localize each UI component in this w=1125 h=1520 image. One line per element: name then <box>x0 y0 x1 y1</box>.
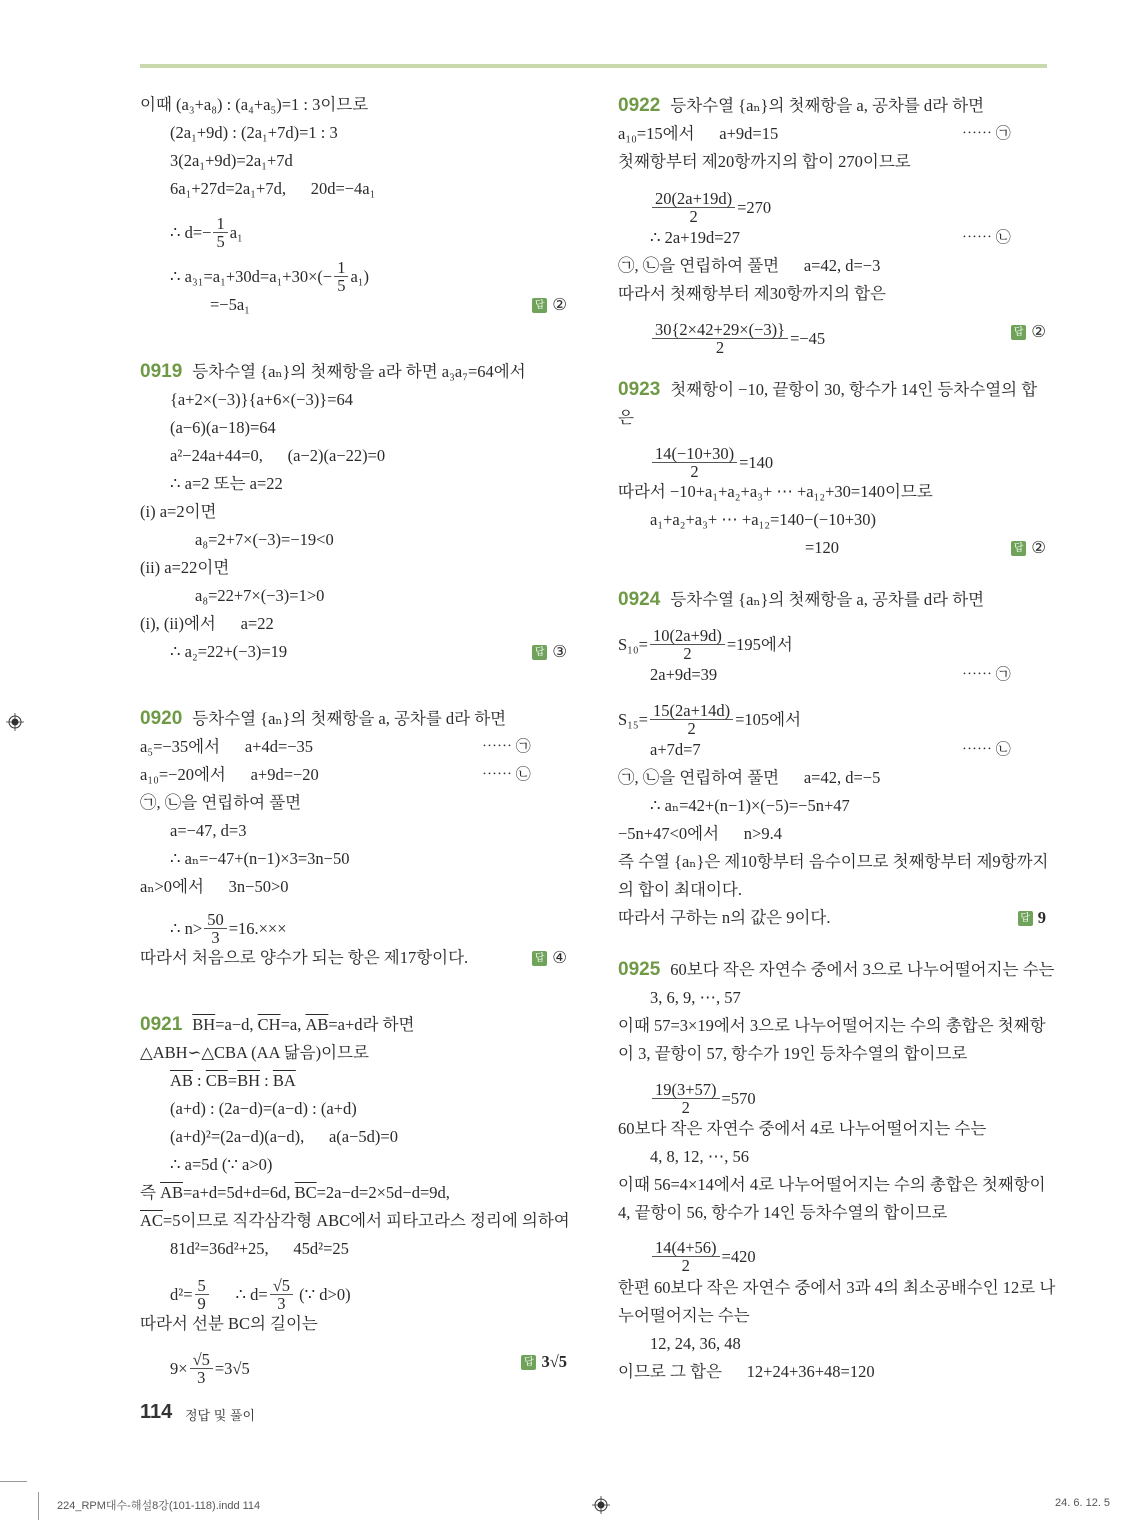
math-text: 첫째항부터 제20항까지의 합이 270이므로 <box>618 152 911 171</box>
fraction-numerator: 10(2a+9d) <box>650 627 725 645</box>
math-text: a₁₀=15에서 a+9d=15 <box>618 124 779 143</box>
fraction <box>650 702 733 737</box>
math-text: 이므로 그 합은 12+24+36+48=120 <box>618 1362 875 1381</box>
solution-line <box>618 959 1055 981</box>
math-text: =420 <box>721 1246 756 1266</box>
solution-line <box>140 764 319 786</box>
answer-badge-icon: 답 <box>1011 325 1026 340</box>
math-text: =a+d라 하면 <box>328 1015 415 1034</box>
math-text: = <box>227 1071 238 1090</box>
segment-overline: $\overline{AB}$ <box>160 1183 183 1202</box>
fraction-denominator: 5 <box>337 276 346 295</box>
math-text: (i), (ii)에서 a=22 <box>140 614 274 633</box>
math-text: =5이므로 직각삼각형 ABC에서 피타고라스 정리에 의하여 <box>162 1211 570 1230</box>
math-text: ㉠, ㉡을 연립하여 풀면 <box>140 793 302 812</box>
solution-line <box>650 1333 741 1355</box>
fraction-numerator: 50 <box>204 911 227 929</box>
solution-line <box>140 1182 450 1204</box>
segment-overline: $\overline{AB}$ <box>170 1071 193 1090</box>
segment-overline: $\overline{AC}$ <box>140 1211 163 1230</box>
solution-line <box>618 151 911 173</box>
answer <box>521 1351 567 1373</box>
problem-number: 0922 <box>618 95 661 116</box>
fraction-denominator: 2 <box>689 207 698 226</box>
slug-date: 24. 6. 12. 5 <box>1055 1497 1111 1509</box>
math-text: =a, <box>280 1015 306 1034</box>
fraction <box>334 259 348 294</box>
segment-overline: $\overline{BA}$ <box>272 1071 296 1090</box>
solution-line <box>170 122 338 144</box>
fraction-numerator: 14(4+56) <box>652 1239 720 1257</box>
math-text: 따라서 처음으로 양수가 되는 항은 제17항이다. <box>140 948 469 967</box>
fraction-numerator: √5 <box>190 1351 213 1369</box>
answer-value: ② <box>552 295 567 314</box>
solution-line <box>170 1154 272 1176</box>
math-text: (2a₁+9d) : (2a₁+7d)=1 : 3 <box>170 123 338 142</box>
answer-badge-icon: 답 <box>521 1355 536 1370</box>
fraction-denominator: 3 <box>277 1294 286 1313</box>
solution-line <box>140 557 229 579</box>
fraction <box>195 1277 209 1312</box>
solution-line <box>618 823 782 845</box>
fraction <box>190 1351 213 1386</box>
solution-line <box>170 1351 250 1386</box>
answer-badge-icon: 답 <box>1018 911 1033 926</box>
math-text: S₁₅= <box>618 709 648 729</box>
math-text: =2a−d=2×5d−d=9d, <box>316 1183 450 1202</box>
math-text: {a+2×(−3)}{a+6×(−3)}=64 <box>170 390 353 409</box>
solution-line <box>140 1014 415 1036</box>
solution-line <box>170 417 276 439</box>
solution-line <box>195 529 334 551</box>
math-text: 4, 8, 12, ⋯, 56 <box>650 1147 749 1166</box>
math-text: 은 <box>618 408 634 427</box>
solution-line <box>618 627 793 662</box>
equation-label: ⋯⋯ ㉠ <box>962 667 1011 683</box>
math-text: 의 합이 최대이다. <box>618 880 742 899</box>
solution-line <box>140 736 313 758</box>
math-text: =570 <box>721 1088 756 1108</box>
math-text: −5n+47<0에서 n>9.4 <box>618 824 782 843</box>
math-text: 한편 60보다 작은 자연수 중에서 3과 4의 최소공배수인 12로 나 <box>618 1278 1056 1297</box>
answer-badge-icon: 답 <box>1011 541 1026 556</box>
answer-badge-icon: 답 <box>532 645 547 660</box>
solution-line <box>650 227 740 249</box>
math-text: 따라서 첫째항부터 제30항까지의 합은 <box>618 284 886 303</box>
solution-line <box>170 389 353 411</box>
header-rule <box>140 64 1047 68</box>
math-text: 81d²=36d²+25, 45d²=25 <box>170 1239 349 1258</box>
solution-line <box>618 123 778 145</box>
solution-line <box>140 1042 369 1064</box>
math-text: =120 <box>805 538 840 557</box>
math-text: ∴ aₙ=42+(n−1)×(−5)=−5n+47 <box>650 796 850 815</box>
solution-line <box>650 445 773 480</box>
fraction-numerator: 20(2a+19d) <box>652 190 735 208</box>
answer <box>1018 907 1046 929</box>
solution-line <box>170 150 293 172</box>
answer <box>1011 321 1046 343</box>
fraction <box>270 1277 293 1312</box>
math-text: 4, 끝항이 56, 항수가 14인 등차수열의 합이므로 <box>618 1203 948 1222</box>
fraction-denominator: 2 <box>690 462 699 481</box>
math-text: ㉠, ㉡을 연립하여 풀면 a=42, d=−3 <box>618 256 881 275</box>
fraction <box>204 911 227 946</box>
solution-line <box>650 1146 749 1168</box>
fraction <box>652 1081 720 1116</box>
math-text: =−5a₁ <box>210 295 250 314</box>
fraction-denominator: 2 <box>681 1098 690 1117</box>
fraction-denominator: 2 <box>687 719 696 738</box>
solution-line <box>170 259 369 294</box>
solution-line <box>618 1277 1055 1299</box>
answer <box>532 294 567 316</box>
solution-line <box>650 509 876 531</box>
answer-value: 9 <box>1037 908 1046 927</box>
math-text: (i) a=2이면 <box>140 502 217 521</box>
solution-line <box>170 1070 296 1092</box>
solution-line <box>140 792 301 814</box>
answer-value: ② <box>1031 322 1046 341</box>
math-text: ∴ d= <box>210 1284 268 1304</box>
math-text: ∴ 2a+19d=27 <box>650 228 741 247</box>
math-text: a₅=−35에서 a+4d=−35 <box>140 737 314 756</box>
solution-line <box>140 876 289 898</box>
solution-line <box>140 1210 570 1232</box>
solution-line <box>650 987 741 1009</box>
equation-label: ⋯⋯ ㉡ <box>962 742 1011 758</box>
math-text: : <box>260 1071 273 1090</box>
fraction <box>652 1239 720 1274</box>
math-text: =a−d, <box>215 1015 258 1034</box>
solution-line <box>650 664 717 686</box>
answer-badge-icon: 답 <box>532 951 547 966</box>
answer <box>532 641 567 663</box>
math-text: 60보다 작은 자연수 중에서 4로 나누어떨어지는 수는 <box>618 1119 987 1138</box>
solution-line <box>618 851 1048 873</box>
math-text: (a−6)(a−18)=64 <box>170 418 276 437</box>
solution-line <box>140 708 506 730</box>
solution-line <box>618 767 880 789</box>
math-text: =a+d=5d+d=6d, <box>183 1183 295 1202</box>
solution-line <box>140 947 468 969</box>
math-text: aₙ>0에서 3n−50>0 <box>140 877 289 896</box>
math-text: ∴ aₙ=−47+(n−1)×3=3n−50 <box>170 849 350 868</box>
math-text: S₁₀= <box>618 634 648 654</box>
solution-line <box>650 321 825 356</box>
solution-line <box>618 1043 967 1065</box>
answer <box>1011 537 1046 559</box>
page-label: 정답 및 풀이 <box>185 1408 256 1423</box>
fraction-denominator: 9 <box>197 1294 206 1313</box>
math-text: =−45 <box>790 328 826 348</box>
fraction-numerator: 19(3+57) <box>652 1081 720 1099</box>
solution-line <box>618 95 984 117</box>
answer-value: ② <box>1031 538 1046 557</box>
math-text: 첫째항이 −10, 끝항이 30, 항수가 14인 등차수열의 합 <box>670 380 1038 399</box>
fraction <box>652 321 788 356</box>
math-text: a₈=22+7×(−3)=1>0 <box>195 586 325 605</box>
solution-line <box>170 820 247 842</box>
problem-number: 0919 <box>140 361 183 382</box>
fraction-numerator: 30{2×42+29×(−3)} <box>652 321 788 339</box>
math-text: ∴ n> <box>170 918 203 938</box>
math-text: ∴ a₂=22+(−3)=19 <box>170 642 288 661</box>
math-text: =3√5 <box>214 1358 250 1378</box>
math-text: 3, 6, 9, ⋯, 57 <box>650 988 741 1007</box>
solution-line <box>650 739 701 761</box>
segment-overline: $\overline{BH}$ <box>192 1015 216 1034</box>
equation-label: ⋯⋯ ㉡ <box>482 767 531 783</box>
answer <box>532 947 567 969</box>
math-text: =195에서 <box>726 634 793 654</box>
math-text: : <box>192 1071 206 1090</box>
solution-line <box>618 481 933 503</box>
math-text: 즉 <box>140 1183 161 1202</box>
solution-line <box>618 1015 1046 1037</box>
registration-mark-icon <box>6 713 24 731</box>
math-text: a₁+a₂+a₃+ ⋯ +a₁₂=140−(−10+30) <box>650 510 876 529</box>
answer-value: ④ <box>552 948 567 967</box>
registration-mark-icon <box>592 1496 610 1514</box>
math-text: a²−24a+44=0, (a−2)(a−22)=0 <box>170 446 386 465</box>
math-text: (ii) a=22이면 <box>140 558 230 577</box>
math-text: a₁) <box>350 266 370 286</box>
fraction-numerator: √5 <box>270 1277 293 1295</box>
math-text: 따라서 선분 BC의 길이는 <box>140 1314 318 1333</box>
fraction-denominator: 3 <box>211 928 220 947</box>
solution-line <box>618 879 742 901</box>
answer-value: ③ <box>552 642 567 661</box>
math-text: 2a+9d=39 <box>650 665 718 684</box>
math-text: a₁ <box>229 222 243 242</box>
solution-line <box>140 94 368 116</box>
fraction-denominator: 2 <box>683 644 692 663</box>
equation-label: ⋯⋯ ㉠ <box>962 126 1011 142</box>
math-text: ∴ a=5d (∵ a>0) <box>170 1155 273 1174</box>
math-text: 이때 57=3×19에서 3으로 나누어떨어지는 수의 총합은 첫째항 <box>618 1016 1046 1035</box>
solution-line <box>140 1313 318 1335</box>
solution-line <box>618 1202 947 1224</box>
equation-label: ⋯⋯ ㉠ <box>482 739 531 755</box>
solution-line <box>140 361 526 383</box>
segment-overline: $\overline{CB}$ <box>205 1071 228 1090</box>
fraction <box>213 215 227 250</box>
solution-line <box>618 1118 986 1140</box>
math-text: (a+d)²=(2a−d)(a−d), a(a−5d)=0 <box>170 1127 398 1146</box>
fraction-numerator: 15(2a+14d) <box>650 702 733 720</box>
solution-line <box>170 911 287 946</box>
solution-line <box>805 537 839 559</box>
answer-value: 3√5 <box>541 1352 567 1371</box>
math-text: 60보다 작은 자연수 중에서 3으로 나누어떨어지는 수는 <box>670 960 1055 979</box>
solution-line <box>195 585 324 607</box>
fraction-denominator: 5 <box>216 232 225 251</box>
math-text: 등차수열 {aₙ}의 첫째항을 a, 공차를 d라 하면 <box>192 709 507 728</box>
solution-line <box>650 1081 756 1116</box>
segment-overline: $\overline{AB}$ <box>305 1015 329 1034</box>
math-text: ∴ a=2 또는 a=22 <box>170 474 283 493</box>
crop-mark <box>38 1492 39 1520</box>
solution-line <box>618 407 634 429</box>
math-text: △ABH∽△CBA (AA 닮음)이므로 <box>140 1043 369 1062</box>
math-text: a₈=2+7×(−3)=−19<0 <box>195 530 334 549</box>
fraction-numerator: 14(−10+30) <box>652 445 737 463</box>
solution-line <box>618 1305 750 1327</box>
page-number: 114 <box>140 1401 173 1423</box>
math-text: a=−47, d=3 <box>170 821 247 840</box>
math-text: 따라서 −10+a₁+a₂+a₃+ ⋯ +a₁₂+30=140이므로 <box>618 482 933 501</box>
math-text: d²= <box>170 1284 193 1304</box>
fraction-denominator: 2 <box>715 338 725 357</box>
fraction-numerator: 1 <box>213 215 227 233</box>
problem-number: 0921 <box>140 1014 183 1035</box>
math-text: =270 <box>737 197 772 217</box>
fraction-denominator: 3 <box>197 1368 206 1387</box>
crop-mark <box>0 1481 27 1482</box>
math-text: 이때 (a₃+a₈) : (a₄+a₅)=1 : 3이므로 <box>140 95 369 114</box>
solution-line <box>170 473 283 495</box>
solution-line <box>210 294 250 316</box>
math-text: 등차수열 {aₙ}의 첫째항을 a, 공차를 d라 하면 <box>670 96 985 115</box>
math-text: a+7d=7 <box>650 740 701 759</box>
math-text: =140 <box>739 452 774 472</box>
solution-line <box>170 641 287 663</box>
solution-line <box>170 215 243 250</box>
solution-line <box>650 795 850 817</box>
solution-line <box>170 848 349 870</box>
solution-line <box>650 190 771 225</box>
problem-number: 0923 <box>618 379 661 400</box>
math-text: 12, 24, 36, 48 <box>650 1334 741 1353</box>
math-text: 등차수열 {aₙ}의 첫째항을 a, 공차를 d라 하면 <box>670 590 985 609</box>
solution-line <box>170 1098 357 1120</box>
math-text: =16.××× <box>228 918 287 938</box>
solution-line <box>650 1239 756 1274</box>
solution-line <box>618 1361 875 1383</box>
fraction <box>650 627 725 662</box>
solution-line <box>170 1238 349 1260</box>
math-text: 3(2a₁+9d)=2a₁+7d <box>170 151 293 170</box>
math-text: =105에서 <box>735 709 802 729</box>
solution-line <box>170 178 375 200</box>
segment-overline: $\overline{BH}$ <box>237 1071 261 1090</box>
fraction-numerator: 1 <box>334 259 348 277</box>
fraction <box>652 190 735 225</box>
problem-number: 0925 <box>618 959 661 980</box>
math-text: 6a₁+27d=2a₁+7d, 20d=−4a₁ <box>170 179 376 198</box>
math-text: 즉 수열 {aₙ}은 제10항부터 음수이므로 첫째항부터 제9항까지 <box>618 852 1049 871</box>
math-text: (∵ d>0) <box>295 1284 351 1304</box>
fraction-numerator: 5 <box>195 1277 209 1295</box>
solution-line <box>170 1126 398 1148</box>
fraction <box>652 445 737 480</box>
segment-overline: $\overline{CH}$ <box>257 1015 281 1034</box>
solution-line <box>618 379 1037 401</box>
math-text: 이때 56=4×14에서 4로 나누어떨어지는 수의 총합은 첫째항이 <box>618 1175 1046 1194</box>
problem-number: 0920 <box>140 708 183 729</box>
math-text: ∴ a₃₁=a₁+30d=a₁+30×(− <box>170 266 333 286</box>
problem-number: 0924 <box>618 589 661 610</box>
math-text: (a+d) : (2a−d)=(a−d) : (a+d) <box>170 1099 357 1118</box>
math-text: ∴ d=− <box>170 222 212 242</box>
math-text: 따라서 구하는 n의 값은 9이다. <box>618 908 831 927</box>
solution-line <box>140 501 216 523</box>
solution-line <box>618 283 886 305</box>
math-text: ㉠, ㉡을 연립하여 풀면 a=42, d=−5 <box>618 768 881 787</box>
math-text: 이 3, 끝항이 57, 항수가 19인 등차수열의 합이므로 <box>618 1044 968 1063</box>
solution-line <box>618 255 880 277</box>
solution-line <box>618 702 801 737</box>
solution-line <box>618 907 830 929</box>
answer-badge-icon: 답 <box>532 298 547 313</box>
solution-line <box>170 1277 351 1312</box>
solution-line <box>170 445 385 467</box>
slug-file: 224_RPM대수-해설8강(101-118).indd 114 <box>57 1500 261 1512</box>
segment-overline: $\overline{BC}$ <box>294 1183 317 1202</box>
math-text: 등차수열 {aₙ}의 첫째항을 a라 하면 a₃a₇=64에서 <box>192 362 526 381</box>
solution-line <box>140 613 274 635</box>
fraction-denominator: 2 <box>681 1256 690 1275</box>
equation-label: ⋯⋯ ㉡ <box>962 230 1011 246</box>
math-text: 누어떨어지는 수는 <box>618 1306 750 1325</box>
math-text: 9× <box>170 1358 188 1378</box>
math-text: a₁₀=−20에서 a+9d=−20 <box>140 765 319 784</box>
solution-line <box>618 1174 1046 1196</box>
solution-line <box>618 589 984 611</box>
